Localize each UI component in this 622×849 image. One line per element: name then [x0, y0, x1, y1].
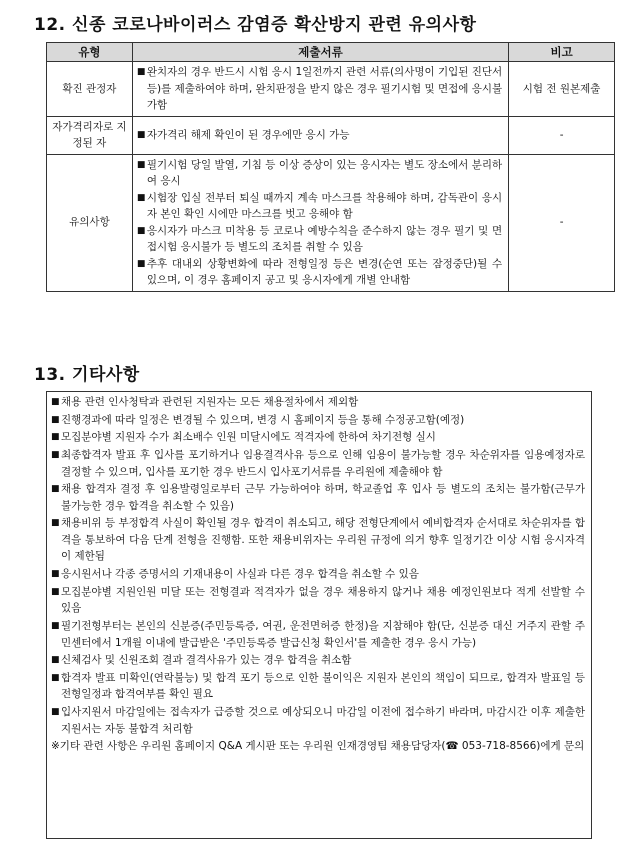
header-documents: 제출서류 [132, 43, 508, 62]
bullet-icon: ■ [51, 569, 60, 580]
list-item [51, 652, 585, 669]
table-row [47, 154, 615, 291]
list-item-text: 완치자의 경우 반드시 시험 응시 1일전까지 관련 서류(의사명이 기입된 진단서 등)를 제출하여야 하며, 완치판정을 받지 않은 경우 필기시험 및 면접에 응시불가함 [146, 66, 503, 111]
list-item-text: 신체검사 및 신원조회 결과 결격사유가 있는 경우 합격을 취소함 [61, 654, 352, 667]
row-documents [132, 116, 508, 154]
covid-precautions-table [46, 42, 615, 292]
list-item-text: 채용 관련 인사청탁과 관련된 지원자는 모든 채용절차에서 제외함 [61, 396, 359, 408]
bullet-icon: ■ [136, 67, 146, 77]
list-item [137, 127, 502, 144]
row-remark: - [509, 116, 615, 154]
table-row [47, 116, 615, 154]
list-item [51, 394, 585, 411]
list-item-text: 모집분야별 지원자 수가 최소배수 인원 미달시에도 적격자에 한하여 차기전형 실시 [61, 431, 436, 444]
list-item [137, 157, 502, 190]
list-item [51, 584, 585, 617]
row-documents [132, 154, 508, 291]
contact-footnote: ※기타 관련 사항은 우리원 홈페이지 Q&A 게시판 또는 우리원 인재경영팀 채용담당자(☎ 053-718-8566)에게 문의 [51, 740, 585, 753]
bullet-icon: ■ [51, 621, 60, 631]
list-item-text: 최종합격자 발표 후 입사를 포기하거나 임용결격사유 등으로 인해 임용이 불가능할 경우 차순위자를 임용예정자로 결정할 수 있으며, 입사를 포기한 경우 반드시 입사포기서류를 우리원에 제출해야 함 [61, 449, 585, 478]
table-row [47, 62, 615, 117]
list-item-text: 합격자 발표 미확인(연락불능) 및 합격 포기 등으로 인한 불이익은 지원자 본인의 책임이 되므로, 합격자 발표일 등 전형일정과 합격여부를 확인 필요 [61, 671, 585, 701]
list-item-text: 모집분야별 지원인원 미달 또는 전형결과 적격자가 없을 경우 채용하지 않거나 채용 예정인원보다 적게 선발할 수 있음 [61, 585, 585, 615]
section-12-title: 12. 신종 코로나바이러스 감염증 확산방지 관련 유의사항 [34, 15, 477, 35]
list-item [51, 670, 585, 703]
header-type: 유형 [47, 43, 133, 62]
list-item [51, 481, 585, 514]
bullet-icon: ■ [136, 129, 146, 140]
bullet-icon: ■ [51, 397, 60, 407]
row-remark: 시험 전 원본제출 [509, 62, 615, 117]
list-item [51, 704, 585, 737]
list-item-text: 필기전형부터는 본인의 신분증(주민등록증, 여권, 운전면허증 한정)을 지참해야 함(단, 신분증 대신 거주지 관할 주민센터에서 1개월 이내에 발급받은 '주민등록증 발급신청 확인서'를 제출한 경우 응시 가능) [61, 620, 585, 649]
bullet-icon: ■ [51, 414, 60, 425]
bullet-icon: ■ [136, 159, 146, 170]
list-item [51, 412, 585, 429]
bullet-icon: ■ [136, 225, 146, 236]
bullet-icon: ■ [51, 518, 60, 529]
list-item [51, 515, 585, 565]
bullet-icon: ■ [51, 707, 60, 718]
list-item-text: 입사지원서 마감일에는 접속자가 급증할 것으로 예상되오니 마감일 이전에 접수하기 바라며, 마감시간 이후 제출한 지원서는 자동 불합격 처리함 [61, 706, 585, 735]
list-item [137, 223, 502, 256]
list-item-text: 진행경과에 따라 일정은 변경될 수 있으며, 변경 시 홈페이지 등을 통해 수정공고함(예정) [61, 413, 465, 426]
row-documents [132, 62, 508, 117]
list-item [51, 447, 585, 480]
bullet-icon: ■ [136, 258, 146, 269]
list-item-text: 추후 대내외 상황변화에 따라 전형일정 등은 변경(순연 또는 잠정중단)될 수 있으며, 이 경우 홈페이지 공고 및 응시자에게 개별 안내함 [146, 257, 503, 286]
header-remarks: 비고 [509, 43, 615, 62]
bullet-icon: ■ [51, 484, 60, 495]
bullet-icon: ■ [51, 655, 60, 666]
row-type: 유의사항 [47, 154, 133, 291]
bullet-icon: ■ [51, 586, 60, 597]
section-13-title: 13. 기타사항 [34, 365, 140, 385]
list-item-text: 응시원서나 각종 증명서의 기재내용이 사실과 다른 경우 합격을 취소할 수 있음 [61, 568, 419, 581]
row-type: 자가격리자로 지정된 자 [47, 116, 133, 154]
row-remark: - [509, 154, 615, 291]
list-item-text: 채용 합격자 결정 후 임용발령일로부터 근무 가능하여야 하며, 학교졸업 후 입사 등 별도의 조치는 불가함(근무가 불가능한 경우 합격을 취소할 수 있음) [61, 483, 585, 512]
list-item [51, 429, 585, 446]
list-item [51, 618, 585, 651]
list-item [51, 566, 585, 583]
misc-notes-box [46, 391, 592, 839]
bullet-icon: ■ [51, 432, 60, 443]
list-item-text: 시험장 입실 전부터 퇴실 때까지 계속 마스크를 착용해야 하며, 감독관이 응시자 본인 확인 시에만 마스크를 벗고 응해야 함 [146, 191, 503, 220]
list-item-text: 채용비위 등 부정합격 사실이 확인될 경우 합격이 취소되고, 해당 전형단계에서 예비합격자 순서대로 차순위자를 합격을 통보하여 다음 단계 전형을 진행함. 또한 채용비위자는 우리원 규정에 의거 향후 일정기간 이상 시험 응시자격이 제한됨 [61, 517, 585, 563]
list-item-text: 자가격리 해제 확인이 된 경우에만 응시 가능 [146, 128, 350, 141]
list-item [137, 64, 502, 114]
row-type: 확진 관정자 [47, 62, 133, 117]
bullet-icon: ■ [51, 450, 60, 461]
list-item [137, 256, 502, 289]
list-item-text: 필기시험 당일 발열, 기침 등 이상 증상이 있는 응시자는 별도 장소에서 분리하여 응시 [146, 158, 503, 187]
table-header-row [47, 43, 615, 62]
list-item-text: 응시자가 마스크 미착용 등 코로나 예방수칙을 준수하지 않는 경우 필기 및 면접시험 응시불가 등 별도의 조치를 취할 수 있음 [146, 224, 503, 253]
list-item [137, 190, 502, 223]
bullet-icon: ■ [136, 192, 146, 203]
bullet-icon: ■ [51, 672, 60, 683]
